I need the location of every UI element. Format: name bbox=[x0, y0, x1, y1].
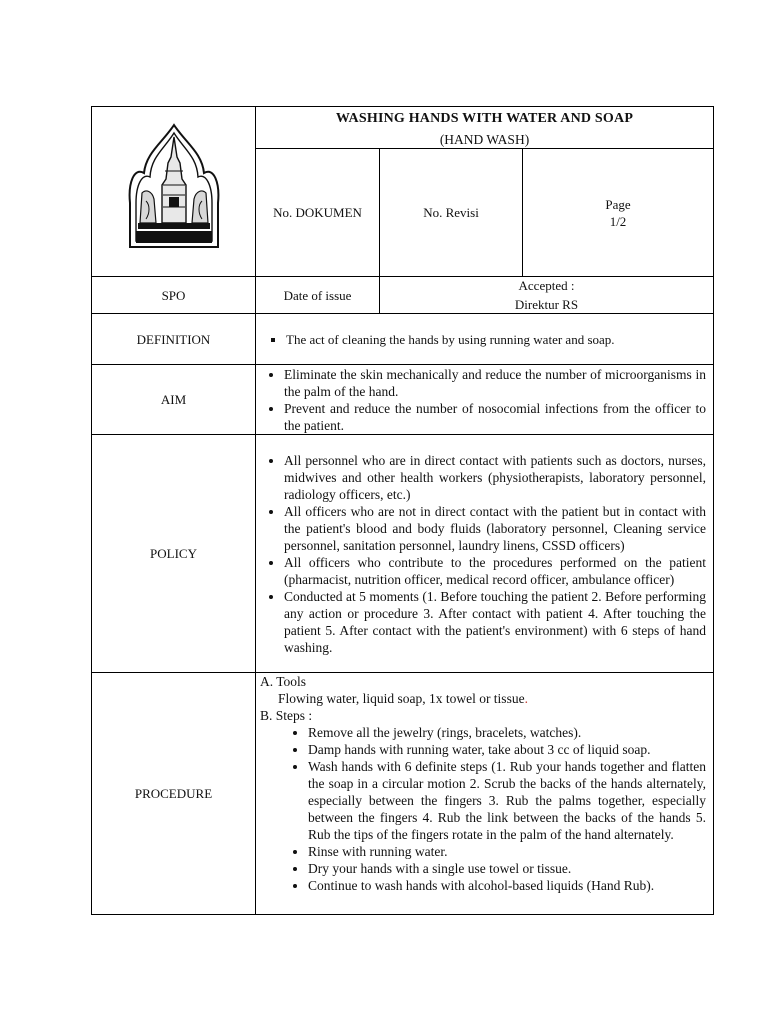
policy-item: • All personnel who are in direct contact with patients such as doctors, nurses, midwives and other health workers (physiotherapists, laboratory personnel, radiology officers, etc.) bbox=[284, 452, 706, 503]
definition-label: DEFINITION bbox=[136, 331, 211, 347]
definition-label-cell bbox=[92, 314, 256, 365]
step-item: • Damp hands with running water, take about 3 cc of liquid soap. bbox=[308, 741, 706, 758]
aim-item: • Eliminate the skin mechanically and reduce the number of microorganisms in the palm of the hand. bbox=[284, 366, 706, 400]
revision-cell bbox=[380, 149, 523, 277]
spo-label: SPO bbox=[161, 287, 186, 303]
page-label: Page bbox=[605, 196, 631, 212]
policy-content-cell bbox=[256, 435, 714, 673]
title-cell bbox=[256, 107, 714, 149]
document-title: WASHING HANDS WITH WATER AND SOAP bbox=[335, 111, 634, 126]
accepted-by: Direktur RS bbox=[514, 297, 579, 312]
page-cell bbox=[523, 149, 714, 277]
definition-content-cell bbox=[256, 314, 714, 365]
date-of-issue-label: Date of issue bbox=[283, 287, 352, 303]
procedure-label: PROCEDURE bbox=[134, 786, 213, 801]
aim-content-cell bbox=[256, 365, 714, 435]
revision-label: No. Revisi bbox=[423, 205, 479, 220]
policy-item: • All officers who contribute to the procedures performed on the patient (pharmacist, nutrition officer, medical record officer, ambulance officer) bbox=[284, 554, 706, 588]
accepted-label: Accepted : bbox=[518, 278, 575, 293]
doc-number-label: No. DOKUMEN bbox=[273, 205, 362, 220]
accepted-cell bbox=[380, 277, 714, 314]
document-subtitle: (HAND WASH) bbox=[439, 132, 530, 147]
policy-label-cell bbox=[92, 435, 256, 673]
policy-item: • Conducted at 5 moments (1. Before touching the patient 2. Before performing any action or procedure 3. After contact with patient 4. After touching the patient 5. After contact with the patient's environment) with 6 steps of hand washing. bbox=[284, 588, 706, 656]
policy-item: • All officers who are not in direct contact with the patient but in contact with the patient's blood and body fluids (laboratory personnel, Cleaning service personnel, sanitation personnel, laundry linens, CSSD officers) bbox=[284, 503, 706, 554]
tools-text: Flowing water, liquid soap, 1x towel or tissue. bbox=[278, 691, 528, 706]
definition-item: ▪ The act of cleaning the hands by using running water and soap. bbox=[286, 331, 713, 348]
procedure-label-cell bbox=[92, 673, 256, 915]
page-value: 1/2 bbox=[609, 213, 627, 229]
aim-label-cell bbox=[92, 365, 256, 435]
sop-table bbox=[91, 106, 714, 915]
spo-cell bbox=[92, 277, 256, 314]
doc-number-cell bbox=[256, 149, 380, 277]
step-item: • Continue to wash hands with alcohol-based liquids (Hand Rub). bbox=[308, 877, 706, 894]
procedure-content-cell bbox=[256, 673, 714, 915]
logo-cell bbox=[92, 107, 256, 277]
policy-label: POLICY bbox=[150, 546, 197, 561]
steps-heading: B. Steps : bbox=[260, 708, 313, 723]
aim-label: AIM bbox=[160, 392, 187, 407]
date-of-issue-cell bbox=[256, 277, 380, 314]
step-item: • Wash hands with 6 definite steps (1. Rub your hands together and flatten the soap in a circular motion 2. Scrub the backs of the hands alternately, especially between the fingers 3. Rub the palms together, especially between the fingers 4. Rub the link between the backs of the hands 5. Rub the tips of the fingers rotate in the palm of the hand alternately. bbox=[308, 758, 706, 843]
step-item: • Remove all the jewelry (rings, bracelets, watches). bbox=[308, 724, 706, 741]
sop-document bbox=[91, 106, 713, 915]
temple-emblem-icon bbox=[124, 123, 224, 261]
aim-item: • Prevent and reduce the number of nosocomial infections from the officer to the patient. bbox=[284, 400, 706, 434]
step-item: • Rinse with running water. bbox=[308, 843, 706, 860]
tools-heading: A. Tools bbox=[260, 674, 307, 689]
step-item: • Dry your hands with a single use towel or tissue. bbox=[308, 860, 706, 877]
